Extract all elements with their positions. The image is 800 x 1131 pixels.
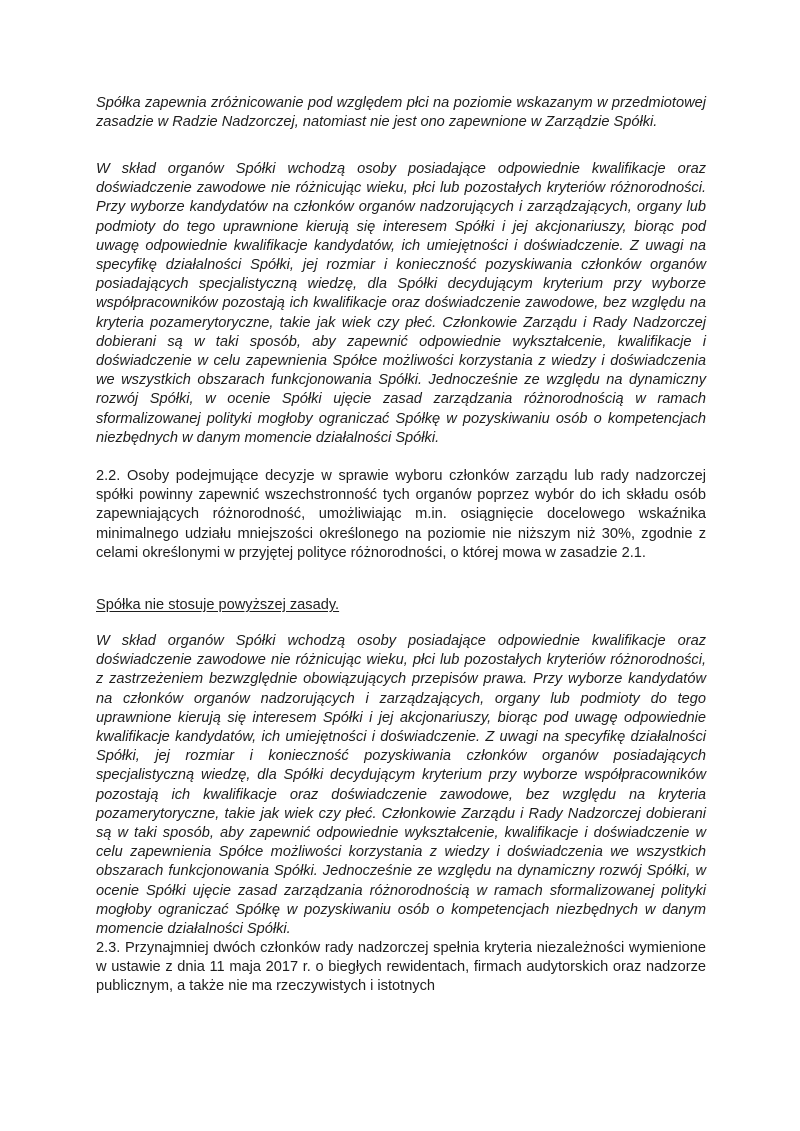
paragraph-explanation-2-1: W skład organów Spółki wchodzą osoby posiadające odpowiednie kwalifikacje oraz doświadczenie zawodowe nie różnicując wieku, płci lub pozostałych kryteriów różnorodności. Przy wyborze kandydatów na członków organów nadzorujących i zarządzających, organy lub podmioty do tego uprawnione kierują się interesem Spółki i jej akcjonariuszy, biorąc pod uwagę odpowiednie kwalifikacje kandydatów, ich umiejętności i doświadczenie. Z uwagi na specyfikę działalności Spółki, jej rozmiar i konieczność pozyskiwania członków organów posiadających specjalistyczną wiedzę, dla Spółki decydującym kryterium przy wyborze współpracowników pozostają ich kwalifikacje oraz doświadczenie zawodowe, bez względu na kryteria pozamerytoryczne, takie jak wiek czy płeć. Członkowie Zarządu i Rady Nadzorczej dobierani są w taki sposób, aby zapewnić odpowiednie wykształcenie, kwalifikacje i doświadczenie w celu zapewnienia Spółce możliwości korzystania z wiedzy i doświadczenia we wszystkich obszarach funkcjonowania Spółki. Jednocześnie ze względu na dynamiczny rozwój Spółki, w ocenie Spółki ujęcie zasad zarządzania różnorodnością w ramach sformalizowanej polityki mogłoby ograniczać Spółkę w pozyskiwaniu osób o kompetencjach niezbędnych w danym momencie działalności Spółki. bbox=[96, 161, 706, 446]
paragraph-principle-2-2: 2.2. Osoby podejmujące decyzje w sprawie wyboru członków zarządu lub rady nadzorczej spółki powinny zapewnić wszechstronność tych organów poprzez wybór do ich składu osób zapewniających różnorodność, umożliwiając m.in. osiągnięcie docelowego wskaźnika minimalnego udziału mniejszości określonego na poziomie nie niższym niż 30%, zgodnie z celami określonymi w przyjętej polityce różnorodności, o której mowa w zasadzie 2.1. bbox=[96, 468, 706, 561]
paragraph-principle-2-3: 2.3. Przynajmniej dwóch członków rady nadzorczej spełnia kryteria niezależności wymienione w ustawie z dnia 11 maja 2017 r. o biegłych rewidentach, firmach audytorskich oraz nadzorze publicznym, a także nie ma rzeczywistych i istotnych bbox=[96, 940, 706, 995]
paragraph-gender-diversity-statement: Spółka zapewnia zróżnicowanie pod względem płci na poziomie wskazanym w przedmiotowej zasadzie w Radzie Nadzorczej, natomiast nie jest ono zapewnione w Zarządzie Spółki. bbox=[96, 95, 706, 131]
compliance-status-2-2: Spółka nie stosuje powyższej zasady. bbox=[96, 597, 340, 613]
paragraph-explanation-2-2: W skład organów Spółki wchodzą osoby posiadające odpowiednie kwalifikacje oraz doświadczenie zawodowe nie różnicując wieku, płci lub pozostałych kryteriów różnorodności, z zastrzeżeniem bezwzględnie obowiązujących przepisów prawa. Przy wyborze kandydatów na członków organów nadzorujących i zarządzających, organy lub podmioty do tego uprawnione kierują się interesem Spółki i jej akcjonariuszy, biorąc pod uwagę odpowiednie kwalifikacje kandydatów, ich umiejętności i doświadczenie. Z uwagi na specyfikę działalności Spółki, jej rozmiar i konieczność pozyskiwania członków organów posiadających specjalistyczną wiedzę, dla Spółki decydującym kryterium przy wyborze współpracowników pozostają ich kwalifikacje oraz doświadczenie zawodowe, bez względu na kryteria pozamerytoryczne, takie jak wiek czy płeć. Członkowie Zarządu i Rady Nadzorczej dobierani są w taki sposób, aby zapewnić odpowiednie wykształcenie, kwalifikacje i doświadczenie w celu zapewnienia Spółce możliwości korzystania z wiedzy i doświadczenia we wszystkich obszarach funkcjonowania Spółki. Jednocześnie ze względu na dynamiczny rozwój Spółki, w ocenie Spółki ujęcie zasad zarządzania różnorodnością w ramach sformalizowanej polityki mogłoby ograniczać Spółkę w pozyskiwaniu osób o kompetencjach niezbędnych w danym momencie działalności Spółki. bbox=[96, 633, 706, 938]
